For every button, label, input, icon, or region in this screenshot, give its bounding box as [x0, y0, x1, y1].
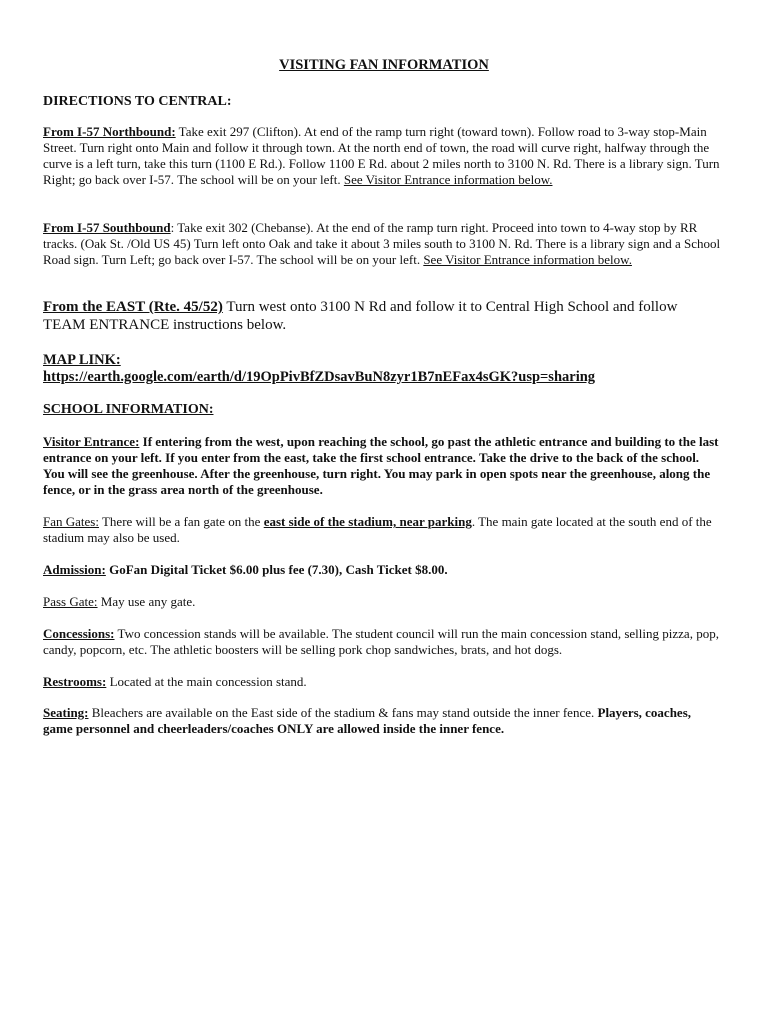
seating — [43, 705, 723, 737]
fan-gates — [43, 514, 723, 546]
northbound-directions — [43, 124, 723, 188]
fan-gates-text-1: There will be a fan gate on the — [98, 514, 264, 529]
visitor-entrance-text: If entering from the west, upon reaching the school, go past the athletic entrance and building to the last entrance on your left. If you enter from the east, take the first school entrance. Take the drive to the back of the school. You will see the greenhouse. After the greenhouse, turn right. You may park in open spots near the greenhouse, along the fence, or in the grass area north of the greenhouse. — [43, 434, 719, 497]
southbound-visitor-link[interactable]: See Visitor Entrance information below. — [423, 252, 632, 267]
east-text: Turn west onto 3100 N Rd and follow it to Central High School and follow TEAM ENTRANCE instructions below. — [43, 299, 678, 333]
concessions-text: Two concession stands will be available. The student council will run the main concession stand, selling pizza, pop, candy, popcorn, etc. The athletic boosters will be selling pork chop sandwiches, brats, and hot dogs. — [43, 626, 719, 657]
restrooms-label: Restrooms: — [43, 674, 107, 689]
seating-text: Bleachers are available on the East side of the stadium & fans may stand outside the inner fence. — [88, 705, 598, 720]
visitor-entrance — [43, 434, 723, 498]
northbound-label: From I-57 Northbound: — [43, 124, 176, 139]
restrooms-text: Located at the main concession stand. — [106, 674, 307, 689]
seating-label: Seating: — [43, 705, 89, 720]
restrooms — [43, 674, 723, 690]
admission-text: GoFan Digital Ticket $6.00 plus fee (7.30), Cash Ticket $8.00. — [105, 562, 448, 577]
concessions-label: Concessions: — [43, 626, 115, 641]
fan-gates-emphasis: east side of the stadium, near parking — [263, 514, 472, 529]
east-directions — [43, 298, 723, 334]
east-label: From the EAST (Rte. 45/52) — [43, 299, 223, 315]
visitor-entrance-label: Visitor Entrance: — [43, 434, 140, 449]
pass-gate-label: Pass Gate: — [43, 594, 98, 609]
pass-gate — [43, 594, 723, 610]
southbound-label: From I-57 Southbound — [43, 220, 171, 235]
northbound-text: Take exit 297 (Clifton). At end of the ramp turn right (toward town). Follow road to 3-way stop-Main Street. Turn right onto Main and follow it through town. At the north end of town, the road will curve right, halfway through the curve is a left turn, take this turn (1100 E Rd.). Follow 1100 E Rd. about 2 miles north to 3100 N. Rd. There is a library sign. Turn Right; go back over I-57. The school will be on your left. — [43, 124, 720, 187]
directions-heading: DIRECTIONS TO CENTRAL: — [43, 94, 232, 109]
map-link-section — [43, 352, 723, 386]
page-title: VISITING FAN INFORMATION — [279, 57, 489, 73]
admission-label: Admission: — [43, 562, 106, 577]
pass-gate-text: May use any gate. — [97, 594, 196, 609]
map-link-url[interactable]: https://earth.google.com/earth/d/19OpPivBfZDsavBuN8zyr1B7nEFax4sGK?usp=sharing — [43, 369, 596, 385]
northbound-visitor-link[interactable]: See Visitor Entrance information below. — [343, 172, 553, 187]
fan-gates-text-2: . The main gate located at the south end of the stadium may also be used. — [43, 514, 712, 545]
southbound-directions — [43, 220, 723, 268]
map-link-label: MAP LINK: — [43, 352, 121, 368]
seating-restriction: Players, coaches, game personnel and cheerleaders/coaches ONLY are allowed inside the inner fence. — [43, 705, 692, 736]
concessions — [43, 626, 723, 658]
admission — [43, 562, 723, 578]
fan-gates-label: Fan Gates: — [43, 514, 99, 529]
southbound-text: : Take exit 302 (Chebanse). At the end of the ramp turn right. Proceed into town to 4-way stop by RR tracks. (Oak St. /Old US 45) Turn left onto Oak and take it about 3 miles south to 3100 N. Rd. There is a library sign and a School Road sign. Turn Left; go back over I-57. The school will be on your left. — [43, 220, 721, 267]
school-info-heading: SCHOOL INFORMATION: — [43, 402, 214, 417]
